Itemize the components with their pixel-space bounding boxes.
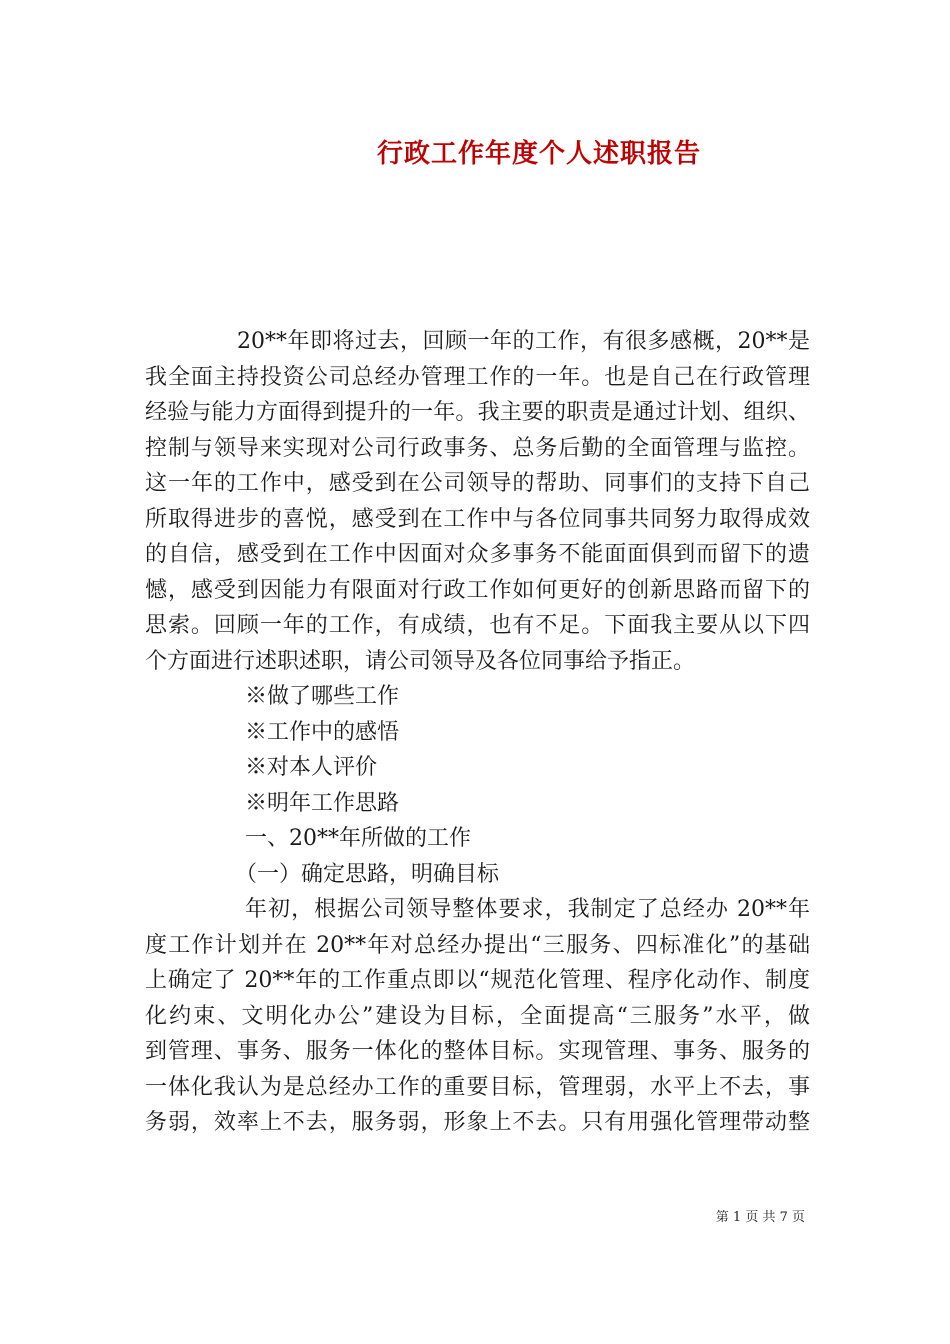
outline-item: ※做了哪些工作 bbox=[245, 684, 400, 709]
paragraph-line: 到管理、事务、服务一体化的整体目标。实现管理、事务、服务的 bbox=[145, 1039, 810, 1064]
paragraph-line: 个方面进行述职述职，请公司领导及各位同事给予指正。 bbox=[145, 648, 696, 674]
paragraph-line: 一体化我认为是总经办工作的重要目标，管理弱，水平上不去，事 bbox=[145, 1074, 810, 1100]
paragraph-line: 务弱，效率上不去，服务弱，形象上不去。只有用强化管理带动整 bbox=[145, 1110, 810, 1135]
paragraph-line: 控制与领导来实现对公司行政事务、总务后勤的全面管理与监控。 bbox=[145, 435, 810, 461]
outline-item: ※工作中的感悟 bbox=[245, 719, 400, 745]
paragraph-line: 思索。回顾一年的工作，有成绩，也有不足。下面我主要从以下四 bbox=[145, 613, 810, 638]
document-title: 行政工作年度个人述职报告 bbox=[376, 139, 701, 169]
paragraph-line: 我全面主持投资公司总经办管理工作的一年。也是自己在行政管理 bbox=[145, 364, 810, 390]
paragraph-line: 憾，感受到因能力有限面对行政工作如何更好的创新思路而留下的 bbox=[145, 577, 810, 603]
page-number-footer: 第 1 页 共 7 页 bbox=[715, 1210, 805, 1225]
paragraph-line: 20**年即将过去，回顾一年的工作，有很多感概，20**是 bbox=[237, 329, 810, 354]
paragraph-line: 年初，根据公司领导整体要求，我制定了总经办 20**年 bbox=[245, 897, 810, 922]
subsection-heading: （一）确定思路，明确目标 bbox=[235, 861, 500, 887]
document-body bbox=[145, 324, 810, 1141]
outline-item: ※对本人评价 bbox=[245, 755, 378, 780]
paragraph-line: 上确定了 20**年的工作重点即以“规范化管理、程序化动作、制度 bbox=[145, 968, 810, 993]
paragraph-line: 这一年的工作中，感受到在公司领导的帮助、同事们的支持下自己 bbox=[145, 471, 810, 496]
section-heading: 一、20**年所做的工作 bbox=[245, 826, 471, 851]
paragraph-line: 化约束、文明化办公”建设为目标，全面提高“三服务”水平，做 bbox=[145, 1003, 810, 1029]
paragraph-line: 的自信，感受到在工作中因面对众多事务不能面面俱到而留下的遗 bbox=[145, 542, 810, 567]
paragraph-line: 经验与能力方面得到提升的一年。我主要的职责是通过计划、组织、 bbox=[145, 400, 810, 425]
paragraph-line: 度工作计划并在 20**年对总经办提出“三服务、四标准化”的基础 bbox=[145, 932, 810, 958]
outline-item: ※明年工作思路 bbox=[245, 790, 400, 816]
paragraph-line: 所取得进步的喜悦，感受到在工作中与各位同事共同努力取得成效 bbox=[145, 506, 810, 532]
